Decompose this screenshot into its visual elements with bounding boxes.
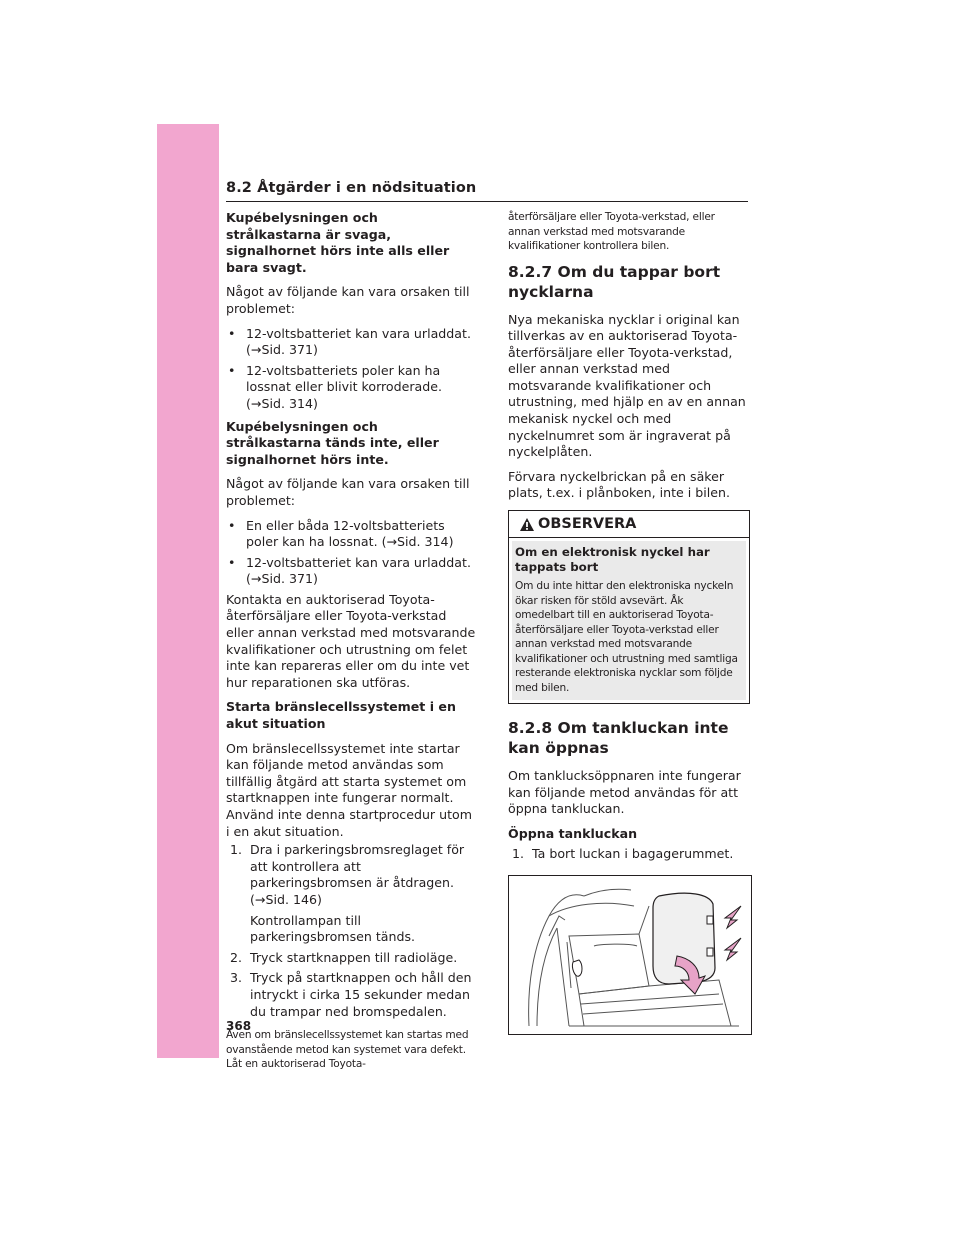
left-column bbox=[226, 210, 476, 1080]
step-text: Tryck startknappen till radioläge. bbox=[250, 949, 458, 965]
heading-weak-lights: Kupébelysningen och strålkastarna är svaga, signalhornet hörs inte alls eller bara svagt. bbox=[226, 210, 450, 275]
section-header bbox=[226, 177, 748, 202]
chapter-tab bbox=[157, 124, 219, 1058]
step-item bbox=[230, 842, 476, 908]
paragraph: Om bränslecellssystemet inte startar kan följande metod användas som tillfällig åtgärd att starta systemet om startknappen inte fungerar normalt. Använd inte denna startprocedur utom i en akut situation. bbox=[226, 740, 472, 839]
notice-box bbox=[508, 510, 750, 704]
step-number: 1. bbox=[512, 846, 525, 862]
step-number: 2. bbox=[230, 949, 243, 965]
subheading-open-fuel-lid: Öppna tankluckan bbox=[508, 825, 638, 841]
notice-header bbox=[509, 511, 749, 538]
heading-fuel-lid: 8.2.8 Om tankluckan inte kan öppnas bbox=[508, 719, 729, 758]
paragraph: Kontakta en auktoriserad Toyota-återförsäljare eller Toyota-verkstad eller annan verkstad med motsvarande kvalifikationer och utrustning om felet inte kan repareras eller om du inte vet hur reparationen ska utföras. bbox=[226, 591, 476, 690]
section-title: 8.2 Åtgärder i en nödsituation bbox=[226, 180, 477, 196]
trunk-illustration bbox=[508, 875, 752, 1035]
heading-emergency-start: Starta bränslecellssystemet i en akut situation bbox=[226, 699, 456, 732]
step-note: Kontrollampan till parkeringsbromsen tänds. bbox=[250, 912, 416, 945]
bullet-item: • 12-voltsbatteriet kan vara urladdat. (→Sid. 371) bbox=[226, 555, 476, 588]
footnote-continued: återförsäljare eller Toyota-verkstad, eller annan verkstad med motsvarande kvalifikationer kontrollera bilen. bbox=[508, 211, 715, 252]
step-text: Ta bort luckan i bagagerummet. bbox=[532, 846, 734, 862]
notice-text: Om du inte hittar den elektroniska nyckeln ökar risken för stöld avsevärt. Åk omedelbart till en auktoriserad Toyota-återförsäljare eller Toyota-verkstad eller annan verkstad med motsvarande kvalifikationer och utrustning med samtliga resterande elektroniska nycklar som följde med bilen. bbox=[515, 580, 738, 694]
notice-title: Om en elektronisk nyckel har tappats bort bbox=[515, 545, 710, 575]
step-item bbox=[512, 846, 750, 863]
bullet-item: • 12-voltsbatteriets poler kan ha lossnat eller blivit korroderade. (→Sid. 314) bbox=[226, 363, 476, 413]
heading-lost-keys: 8.2.7 Om du tappar bort nycklarna bbox=[508, 262, 721, 301]
heading-no-lights: Kupébelysningen och strålkastarna tänds inte, eller signalhornet hörs inte. bbox=[226, 418, 439, 467]
trunk-drawing bbox=[509, 876, 751, 1034]
warning-icon bbox=[519, 517, 535, 532]
paragraph: Om tanklucksöppnaren inte fungerar kan följande metod användas för att öppna tankluckan. bbox=[508, 768, 741, 817]
paragraph: Nya mekaniska nycklar i original kan tillverkas av en auktoriserad Toyota-återförsäljare eller Toyota-verkstad, eller annan verkstad med motsvarande kvalifikationer och utrustning, med hjälp en av en annan mekanisk nyckel och med nyckelnumret som är ingraverat på nyckelplåten. bbox=[508, 311, 746, 460]
step-number: 3. bbox=[230, 970, 243, 986]
step-number: 1. bbox=[230, 842, 243, 858]
step-item bbox=[230, 950, 476, 967]
paragraph: Något av följande kan vara orsaken till problemet: bbox=[226, 284, 470, 316]
step-item bbox=[230, 970, 476, 1020]
page-number: 368 bbox=[226, 1019, 252, 1033]
paragraph: Förvara nyckelbrickan på en säker plats, t.ex. i plånboken, inte i bilen. bbox=[508, 468, 731, 501]
right-column bbox=[508, 210, 750, 1035]
footnote: Även om bränslecellssystemet kan startas med ovanstående metod kan systemet vara defekt. Låt en auktoriserad Toyota- bbox=[226, 1029, 469, 1071]
bullet-item: • En eller båda 12-voltsbatteriets poler kan ha lossnat. (→Sid. 314) bbox=[226, 518, 476, 551]
step-text: Dra i parkeringsbromsreglaget för att kontrollera att parkeringsbromsen är åtdragen. (→Sid. 146) bbox=[250, 842, 465, 907]
paragraph: Något av följande kan vara orsaken till problemet: bbox=[226, 476, 470, 508]
notice-body bbox=[512, 541, 746, 700]
step-text: Tryck på startknappen och håll den intryckt i cirka 15 sekunder medan du trampar ned bromspedalen. bbox=[250, 970, 472, 1019]
notice-label: OBSERVERA bbox=[538, 515, 637, 532]
bullet-item: • 12-voltsbatteriet kan vara urladdat. (→Sid. 371) bbox=[226, 326, 476, 359]
